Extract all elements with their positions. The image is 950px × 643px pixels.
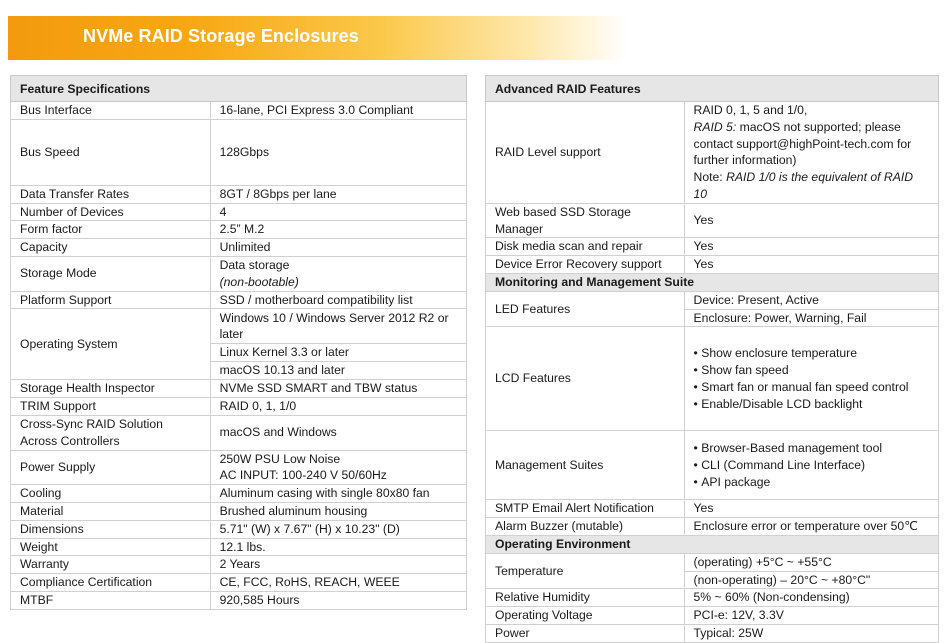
row-value xyxy=(684,327,938,431)
table-row xyxy=(11,380,467,398)
table-row xyxy=(486,500,939,518)
row-label: MTBF xyxy=(11,591,211,609)
row-value: Typical: 25W xyxy=(684,624,938,642)
row-value: Yes xyxy=(684,256,938,274)
list-item: • Show fan speed xyxy=(694,362,929,379)
row-value: PCI-e: 12V, 3.3V xyxy=(684,607,938,625)
row-value: 5.71" (W) x 7.67" (H) x 10.23" (D) xyxy=(210,520,466,538)
table-row xyxy=(486,203,939,238)
row-label: Operating System xyxy=(11,309,211,380)
row-value: 12.1 lbs. xyxy=(210,538,466,556)
value-italic: RAID 1/0 is the equivalent of RAID 10 xyxy=(693,170,914,201)
value-line xyxy=(694,169,929,203)
row-value: Yes xyxy=(684,238,938,256)
table-row xyxy=(11,291,467,309)
row-label: Bus Speed xyxy=(11,119,211,185)
row-value: 4 xyxy=(210,203,466,221)
row-value: macOS and Windows xyxy=(210,415,466,450)
row-value: 16-lane, PCI Express 3.0 Compliant xyxy=(210,102,466,120)
row-label: Warranty xyxy=(11,556,211,574)
table-row xyxy=(486,553,939,571)
page-title: NVMe RAID Storage Enclosures xyxy=(83,26,359,46)
table-row xyxy=(11,556,467,574)
section-title: Operating Environment xyxy=(486,535,939,553)
section-header-row xyxy=(486,273,939,291)
row-label: Material xyxy=(11,502,211,520)
row-label: Weight xyxy=(11,538,211,556)
table-row xyxy=(486,589,939,607)
value-line: 250W PSU Low Noise xyxy=(219,451,341,466)
row-value: 128Gbps xyxy=(210,119,466,185)
row-label: Power xyxy=(486,624,685,642)
row-value: 920,585 Hours xyxy=(210,591,466,609)
row-value xyxy=(684,431,938,500)
table-row xyxy=(486,624,939,642)
value-italic: RAID 5: xyxy=(693,119,737,134)
row-value xyxy=(210,450,466,485)
row-value xyxy=(684,102,938,204)
table-row xyxy=(11,102,467,120)
row-label: Power Supply xyxy=(11,450,211,485)
row-value: RAID 0, 1, 1/0 xyxy=(210,398,466,416)
table-row xyxy=(486,291,939,309)
row-label: Platform Support xyxy=(11,291,211,309)
table-row xyxy=(486,518,939,536)
table-row xyxy=(11,591,467,609)
table-row xyxy=(11,203,467,221)
row-label: Storage Mode xyxy=(11,256,211,291)
table-row xyxy=(11,221,467,239)
list-item: • CLI (Command Line Interface) xyxy=(694,457,929,474)
row-value: Brushed aluminum housing xyxy=(210,502,466,520)
table-row xyxy=(11,502,467,520)
row-value: Unlimited xyxy=(210,239,466,257)
table-row xyxy=(486,102,939,204)
row-label: Relative Humidity xyxy=(486,589,685,607)
value-line: Data storage xyxy=(219,257,290,272)
table-row xyxy=(11,119,467,185)
row-label: Data Transfer Rates xyxy=(11,185,211,203)
table-row xyxy=(486,256,939,274)
row-value: macOS 10.13 and later xyxy=(210,362,466,380)
row-label: Alarm Buzzer (mutable) xyxy=(486,518,685,536)
row-label: Dimensions xyxy=(11,520,211,538)
row-label: Capacity xyxy=(11,239,211,257)
list-item: • Browser-Based management tool xyxy=(694,440,929,457)
table-row xyxy=(11,520,467,538)
table-row xyxy=(11,485,467,503)
section-title: Monitoring and Management Suite xyxy=(486,273,939,291)
row-value: Yes xyxy=(684,500,938,518)
table-row xyxy=(486,238,939,256)
table-row xyxy=(11,538,467,556)
title-banner xyxy=(8,16,628,60)
row-value: Enclosure: Power, Warning, Fail xyxy=(684,309,938,327)
row-value: SSD / motherboard compatibility list xyxy=(210,291,466,309)
section-header-row xyxy=(486,535,939,553)
row-value: Yes xyxy=(684,203,938,238)
value-line: RAID 0, 1, 5 and 1/0, xyxy=(693,103,808,117)
advanced-raid-features-table xyxy=(485,75,939,643)
value-text: macOS not supported; please contact support@highPoint-tech.com for further information) xyxy=(693,119,912,168)
row-value: Windows 10 / Windows Server 2012 R2 or later xyxy=(210,309,466,344)
value-line: (non-bootable) xyxy=(219,274,299,289)
row-value: Device: Present, Active xyxy=(684,291,938,309)
value-line xyxy=(694,119,929,169)
row-label: Cross-Sync RAID Solution Across Controllers xyxy=(11,415,211,450)
row-label: LED Features xyxy=(486,291,685,327)
table-row xyxy=(11,398,467,416)
row-value: (operating) +5°C ~ +55°C xyxy=(684,553,938,571)
row-value: 2.5” M.2 xyxy=(210,221,466,239)
row-label: Temperature xyxy=(486,553,685,589)
row-label: Device Error Recovery support xyxy=(486,256,685,274)
table-header: Feature Specifications xyxy=(11,76,467,102)
table-row xyxy=(11,239,467,257)
row-label: SMTP Email Alert Notification xyxy=(486,500,685,518)
table-row xyxy=(486,327,939,431)
row-value: Enclosure error or temperature over 50℃ xyxy=(684,518,938,536)
value-text: Note: xyxy=(693,170,727,185)
row-label: Web based SSD Storage Manager xyxy=(486,203,685,238)
row-label: Form factor xyxy=(11,221,211,239)
row-value: (non-operating) – 20°C ~ +80°C" xyxy=(684,571,938,589)
row-value xyxy=(210,256,466,291)
feature-specifications-table xyxy=(10,75,467,610)
row-value: 2 Years xyxy=(210,556,466,574)
row-value: NVMe SSD SMART and TBW status xyxy=(210,380,466,398)
list-item: • Smart fan or manual fan speed control xyxy=(694,379,929,396)
row-label: Operating Voltage xyxy=(486,607,685,625)
table-row xyxy=(11,415,467,450)
row-label: Management Suites xyxy=(486,431,685,500)
row-label: RAID Level support xyxy=(486,102,685,204)
row-value: 8GT / 8Gbps per lane xyxy=(210,185,466,203)
row-label: Disk media scan and repair xyxy=(486,238,685,256)
table-row xyxy=(11,574,467,592)
table-row xyxy=(11,185,467,203)
table-header: Advanced RAID Features xyxy=(486,76,939,102)
row-value: Linux Kernel 3.3 or later xyxy=(210,344,466,362)
table-row xyxy=(486,431,939,500)
row-value: 5% ~ 60% (Non-condensing) xyxy=(684,589,938,607)
table-row xyxy=(486,607,939,625)
table-row xyxy=(11,256,467,291)
row-value: Aluminum casing with single 80x80 fan xyxy=(210,485,466,503)
row-label: TRIM Support xyxy=(11,398,211,416)
row-label: Storage Health Inspector xyxy=(11,380,211,398)
row-value: CE, FCC, RoHS, REACH, WEEE xyxy=(210,574,466,592)
row-label: Compliance Certification xyxy=(11,574,211,592)
row-label: Cooling xyxy=(11,485,211,503)
table-row xyxy=(11,309,467,344)
value-line: AC INPUT: 100-240 V 50/60Hz xyxy=(219,468,387,483)
table-row xyxy=(11,450,467,485)
list-item: • API package xyxy=(694,474,929,491)
row-label: Number of Devices xyxy=(11,203,211,221)
list-item: • Show enclosure temperature xyxy=(694,345,929,362)
list-item: • Enable/Disable LCD backlight xyxy=(694,396,929,413)
row-label: LCD Features xyxy=(486,327,685,431)
row-label: Bus Interface xyxy=(11,102,211,120)
